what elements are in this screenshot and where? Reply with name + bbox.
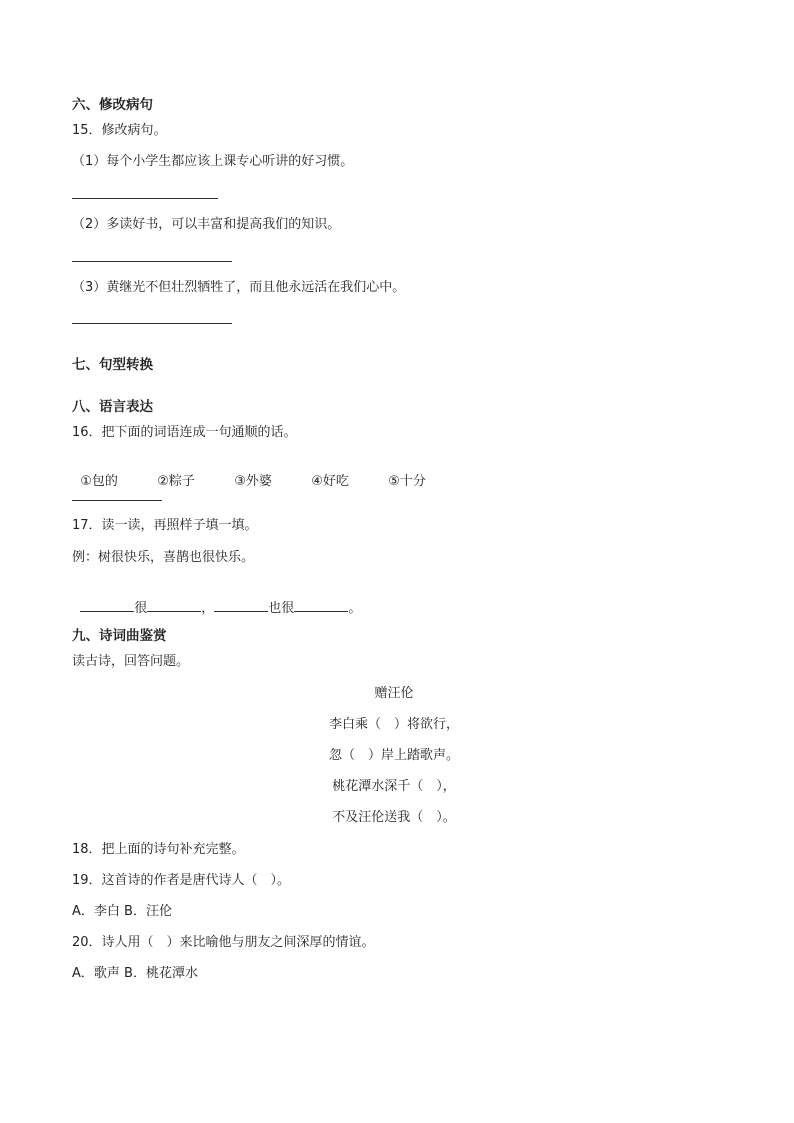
option-2: ②粽子: [157, 474, 195, 489]
question-19-stem: 19．这首诗的作者是唐代诗人（ ）。: [72, 873, 291, 888]
question-18-stem: 18．把上面的诗句补充完整。: [72, 842, 245, 857]
poem-line-2: 忽（ ）岸上踏歌声。: [328, 748, 459, 763]
poem-line-1: 李白乘（ ）将欲行，: [328, 717, 459, 732]
section-6-title: 六、修改病句: [72, 97, 153, 113]
answer-line-15-2[interactable]: [72, 261, 232, 262]
poem-line-4: 不及汪伦送我（ ）。: [332, 810, 456, 825]
question-15-stem: 15．修改病句。: [72, 123, 167, 138]
answer-line-16[interactable]: [72, 500, 162, 501]
poem-line-3: 桃花潭水深千（ ），: [332, 779, 456, 794]
question-17-fill: [72, 581, 361, 618]
fill-word-1: 很: [134, 601, 148, 616]
fill-end: 。: [348, 601, 362, 616]
option-3: ③外婆: [234, 474, 272, 489]
question-17-example: 例：树很快乐，喜鹊也很快乐。: [72, 550, 255, 565]
section-8-title: 八、语言表达: [72, 399, 153, 415]
question-15-item-2: （2）多读好书，可以丰富和提高我们的知识。: [72, 217, 341, 232]
option-5: ⑤十分: [388, 474, 426, 489]
question-15-item-3: （3）黄继光不但壮烈牺牲了，而且他永远活在我们心中。: [72, 280, 406, 295]
question-17-stem: 17．读一读，再照样子填一填。: [72, 518, 258, 533]
fill-comma: ，: [201, 601, 215, 616]
answer-line-15-1[interactable]: [72, 198, 218, 199]
question-16-stem: 16．把下面的词语连成一句通顺的话。: [72, 425, 297, 440]
fill-blank-3[interactable]: [214, 599, 268, 612]
question-20-choices: A．歌声 B．桃花潭水: [72, 966, 198, 981]
poem-title: 赠汪伦: [374, 686, 414, 701]
section-9-title: 九、诗词曲鉴赏: [72, 628, 167, 644]
question-19-choices: A．李白 B．汪伦: [72, 904, 172, 919]
fill-blank-1[interactable]: [80, 599, 134, 612]
question-15-item-1: （1）每个小学生都应该上课专心听讲的好习惯。: [72, 154, 354, 169]
fill-blank-4[interactable]: [294, 599, 348, 612]
option-4: ④好吃: [311, 474, 349, 489]
option-1: ①包的: [80, 474, 118, 489]
question-20-stem: 20．诗人用（ ）来比喻他与朋友之间深厚的情谊。: [72, 935, 375, 950]
section-7-title: 七、句型转换: [72, 357, 153, 373]
fill-word-2: 也很: [268, 601, 295, 616]
question-16-options: [72, 455, 426, 491]
fill-blank-2[interactable]: [147, 599, 201, 612]
answer-line-15-3[interactable]: [72, 323, 232, 324]
section-9-intro: 读古诗，回答问题。: [72, 654, 190, 669]
